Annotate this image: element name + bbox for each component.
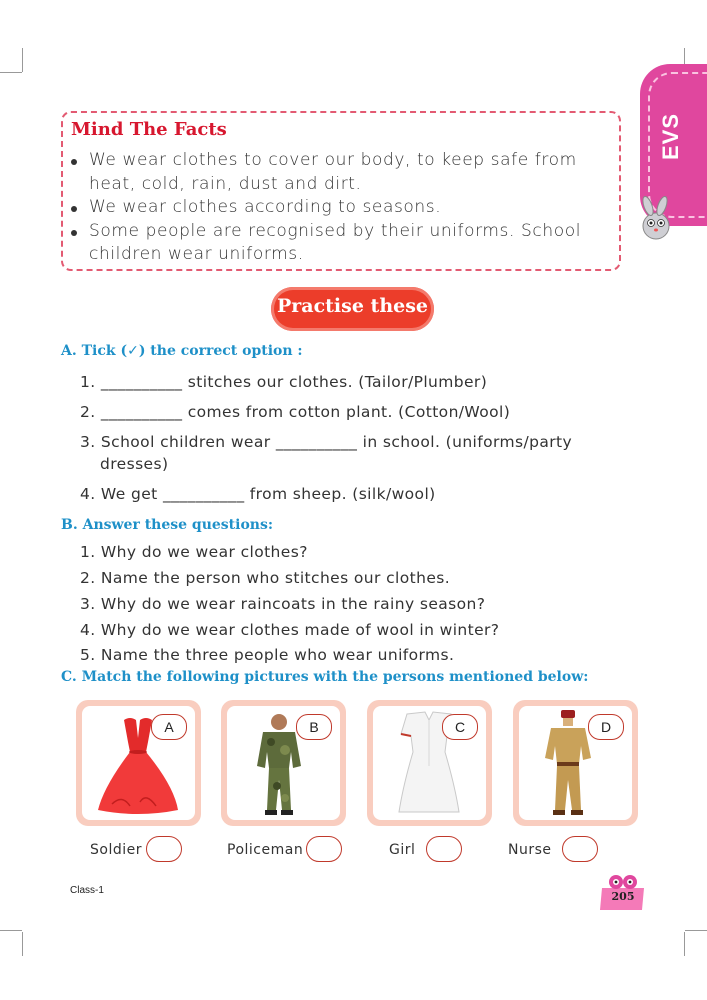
question-a2: 2. __________ comes from cotton plant. (Cotton/Wool) (80, 403, 511, 421)
crop-mark (22, 932, 23, 956)
crop-mark (0, 930, 22, 931)
question-b4: 4. Why do we wear clothes made of wool in winter? (80, 621, 500, 639)
bullet-icon (71, 230, 77, 236)
crop-mark (684, 932, 685, 956)
question-a3-cont: dresses) (100, 455, 169, 473)
person-label-girl: Girl (389, 842, 416, 858)
person-label-nurse: Nurse (508, 842, 552, 858)
picture-card-d (513, 700, 638, 826)
person-label-soldier: Soldier (90, 842, 142, 858)
heading-text: ) the correct option : (138, 343, 303, 359)
picture-frame (227, 706, 340, 820)
page-number-badge (598, 874, 648, 914)
crop-mark (685, 930, 707, 931)
crop-mark (22, 48, 23, 72)
page-number: 205 (611, 890, 635, 903)
question-b1: 1. Why do we wear clothes? (80, 543, 308, 561)
fact-item (69, 196, 619, 220)
fact-item (69, 220, 619, 267)
section-c-heading: C. Match the following pictures with the persons mentioned below: (61, 669, 589, 685)
picture-letter: D (588, 714, 624, 740)
person-label-policeman: Policeman (227, 842, 304, 858)
picture-letter: B (296, 714, 332, 740)
fact-text: Some people are recognised by their uniforms. School (89, 220, 582, 241)
section-a-heading (61, 343, 303, 359)
answer-box-girl[interactable] (426, 836, 462, 862)
crop-mark (0, 72, 22, 73)
facts-title: Mind The Facts (71, 119, 227, 140)
checkmark-icon: ✓ (127, 343, 139, 359)
fact-item (69, 149, 619, 196)
question-b5: 5. Name the three people who wear uniforms. (80, 646, 455, 664)
picture-card-a (76, 700, 201, 826)
heading-text: A. Tick ( (61, 343, 128, 359)
fact-text: heat, cold, rain, dust and dirt. (89, 173, 362, 194)
picture-frame (519, 706, 632, 820)
picture-card-c (367, 700, 492, 826)
picture-frame (373, 706, 486, 820)
question-a1: 1. __________ stitches our clothes. (Tailor/Plumber) (80, 373, 488, 391)
answer-box-nurse[interactable] (562, 836, 598, 862)
bullet-icon (71, 159, 77, 165)
question-b3: 3. Why do we wear raincoats in the rainy season? (80, 595, 486, 613)
question-a3: 3. School children wear __________ in school. (uniforms/party (80, 433, 573, 451)
bunny-mascot-icon (636, 196, 676, 242)
answer-box-soldier[interactable] (146, 836, 182, 862)
bullet-icon (71, 206, 77, 212)
mind-the-facts-box (61, 111, 621, 271)
subject-tab-label: EVS (658, 112, 683, 160)
fact-text: We wear clothes to cover our body, to keep safe from (89, 150, 577, 170)
practise-title: Practise these (276, 295, 429, 317)
class-label: Class-1 (70, 885, 104, 896)
answer-box-policeman[interactable] (306, 836, 342, 862)
facts-list (69, 149, 619, 267)
picture-frame (82, 706, 195, 820)
picture-letter: C (442, 714, 478, 740)
fact-text: children wear uniforms. (89, 244, 304, 264)
question-b2: 2. Name the person who stitches our clothes. (80, 569, 451, 587)
picture-letter: A (151, 714, 187, 740)
practise-banner (271, 287, 434, 331)
section-b-heading: B. Answer these questions: (61, 517, 274, 533)
picture-card-b (221, 700, 346, 826)
fact-text: We wear clothes according to seasons. (89, 197, 442, 217)
question-a4: 4. We get __________ from sheep. (silk/wool) (80, 485, 436, 503)
